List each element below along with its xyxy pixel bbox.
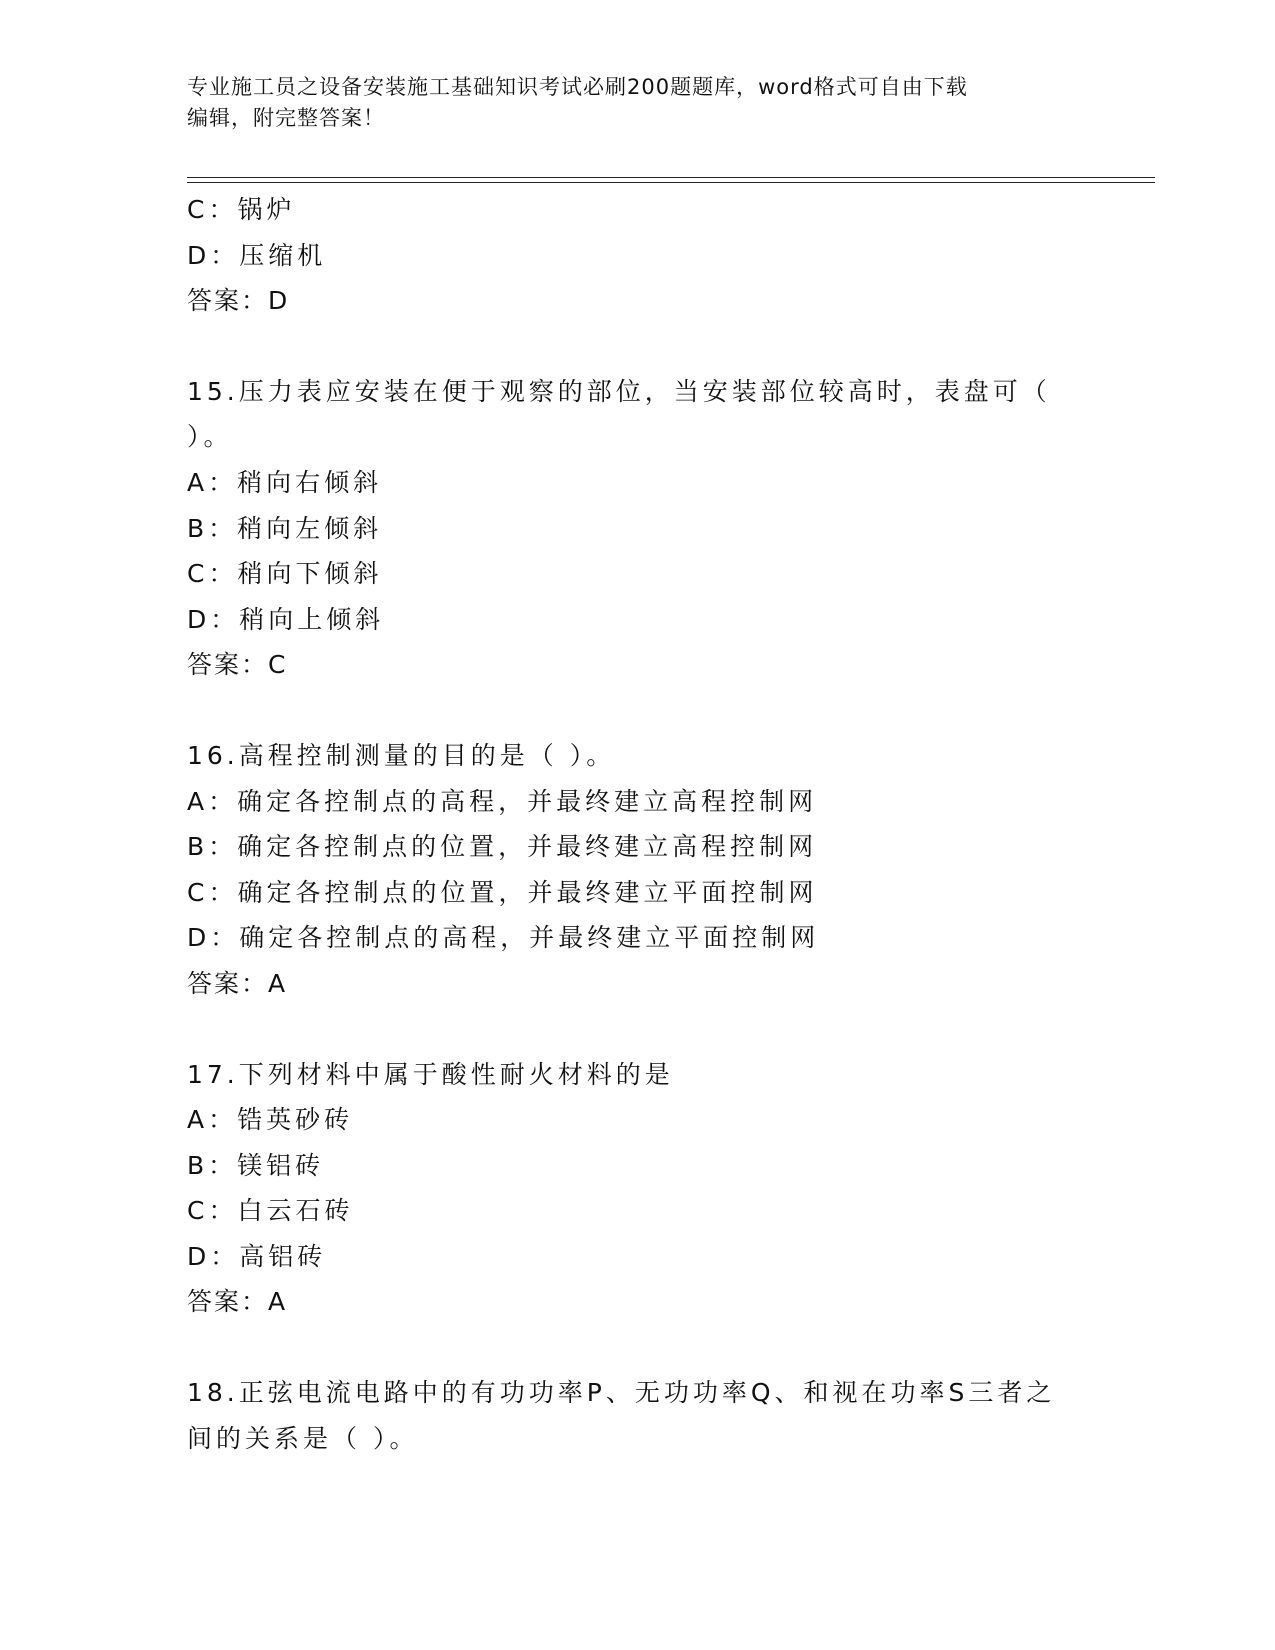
option-a: A：锆英砂砖 xyxy=(187,1105,354,1135)
header-rule-top xyxy=(187,177,1155,178)
option-b: B：镁铝砖 xyxy=(187,1150,325,1180)
option-a: A：确定各控制点的高程，并最终建立高程控制网 xyxy=(187,786,818,816)
option-c: C：白云石砖 xyxy=(187,1196,354,1226)
question-17 xyxy=(187,1052,1087,1326)
question-18 xyxy=(187,1370,1087,1461)
question-stem: 18.正弦电流电路中的有功功率P、无功功率Q、和视在功率S三者之 xyxy=(187,1378,1056,1408)
question-16 xyxy=(187,733,1087,1007)
header-rule-bottom xyxy=(187,182,1155,183)
question-stem: 17.下列材料中属于酸性耐火材料的是 xyxy=(187,1059,674,1089)
option-c: C：锅炉 xyxy=(187,195,296,224)
question-list xyxy=(187,187,1087,1461)
option-b: B：稍向左倾斜 xyxy=(187,513,383,543)
answer: 答案：A xyxy=(187,1287,288,1317)
question-gap xyxy=(187,1007,1087,1052)
document-header xyxy=(187,72,1087,134)
question-gap xyxy=(187,324,1087,369)
option-d: D：高铝砖 xyxy=(187,1241,327,1271)
question-stem-continued: 间的关系是（ ）。 xyxy=(187,1423,419,1453)
option-d: D：稍向上倾斜 xyxy=(187,604,385,634)
option-d: D：确定各控制点的高程，并最终建立平面控制网 xyxy=(187,923,820,953)
question-stem: 15.压力表应安装在便于观察的部位，当安装部位较高时，表盘可（ xyxy=(187,376,1051,406)
option-d: D：压缩机 xyxy=(187,240,327,270)
header-line-1: 专业施工员之设备安装施工基础知识考试必刷200题题库，word格式可自由下载 xyxy=(187,75,968,99)
answer: 答案：A xyxy=(187,968,288,998)
question-15 xyxy=(187,369,1087,688)
answer: 答案：C xyxy=(187,650,288,680)
option-b: B：确定各控制点的位置，并最终建立高程控制网 xyxy=(187,832,818,862)
option-a: A：稍向右倾斜 xyxy=(187,467,383,497)
header-line-2: 编辑，附完整答案！ xyxy=(187,106,385,130)
answer: 答案：D xyxy=(187,286,290,316)
option-c: C：稍向下倾斜 xyxy=(187,559,383,589)
question-stem: 16.高程控制测量的目的是（ ）。 xyxy=(187,740,616,770)
question-gap xyxy=(187,1325,1087,1370)
question-stem-continued: ）。 xyxy=(187,422,233,452)
question-14-tail xyxy=(187,187,1087,324)
option-c: C：确定各控制点的位置，并最终建立平面控制网 xyxy=(187,877,818,907)
question-gap xyxy=(187,688,1087,733)
